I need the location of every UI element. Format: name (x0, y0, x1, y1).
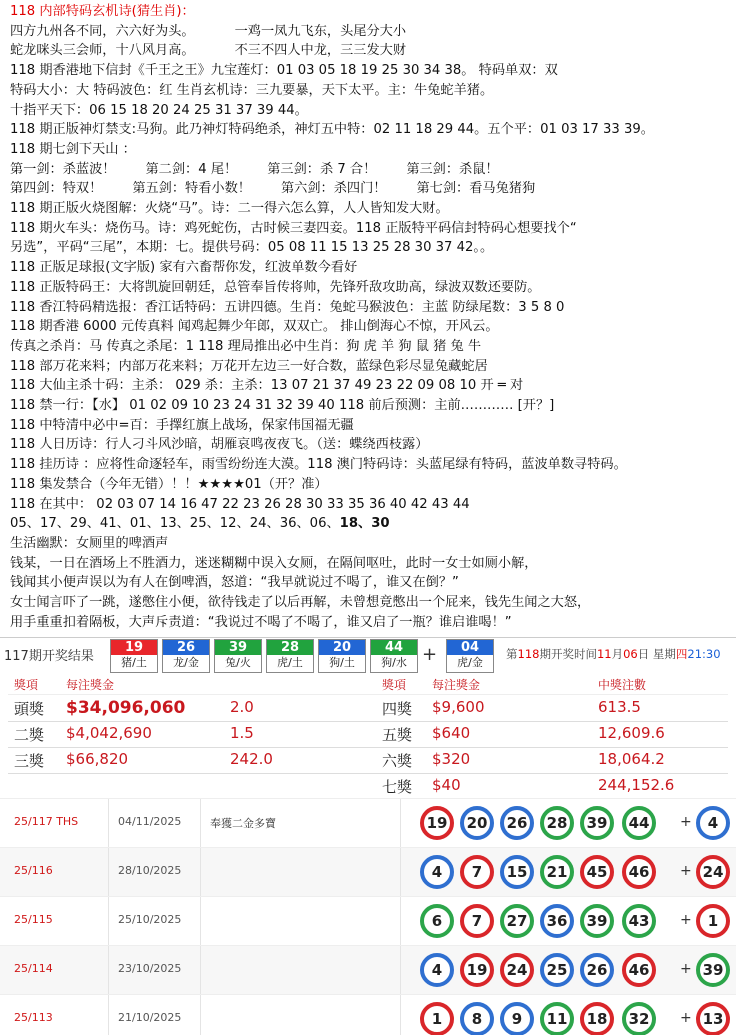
result-ball (214, 639, 262, 673)
prize-cell-a-count: 1.5 (230, 724, 254, 742)
text-segment: 118 人日历诗：行人刁斗风沙暗，胡雁哀鸣夜夜飞。（送：蝶绕西枝露） (10, 437, 429, 453)
number-ball: 24 (500, 953, 534, 987)
prize-row (8, 748, 728, 774)
prize-cell-b-count: 18,064.2 (598, 750, 665, 768)
history-row[interactable] (0, 945, 736, 995)
history-date: 25/10/2025 (118, 913, 182, 926)
text-line (10, 337, 730, 357)
history-period: 25/115 (14, 913, 53, 926)
prize-row (8, 696, 728, 722)
text-line (10, 22, 730, 42)
draw-result-bar (0, 637, 736, 674)
plus-sign: + (680, 863, 692, 879)
result-ball-zodiac: 虎/土 (277, 656, 303, 669)
history-period: 25/114 (14, 962, 53, 975)
number-ball: 44 (622, 806, 656, 840)
text-segment: 钱某，一日在酒场上不胜酒力，迷迷糊糊中误入女厕，在隔间呕吐，此时一女士如厕小解， (10, 555, 538, 571)
text-segment: 第六剑：杀四门！ (281, 181, 387, 197)
special-number-ball: 1 (696, 904, 730, 938)
result-ball-number: 20 (319, 640, 365, 655)
plus-sign: + (680, 1010, 692, 1026)
prize-cell-b-name: 七獎 (382, 778, 413, 796)
text-segment: 第三剑：杀鼠！ (406, 161, 499, 177)
number-ball: 43 (622, 904, 656, 938)
special-number-ball: 4 (696, 806, 730, 840)
result-ball-number: 04 (447, 640, 493, 655)
number-ball: 1 (420, 1002, 454, 1035)
text-segment: 第一剑：杀蓝波！ (10, 161, 116, 177)
text-line (10, 2, 730, 22)
text-segment: 118 中特清中必中=百：手擇红旗上战场，保家伟国福无疆 (10, 417, 354, 433)
text-line (10, 81, 730, 101)
text-segment: 118 正版特码王：大将凯旋回朝廷，总管奉旨传将帅，先锋歼敌攻助高，绿波双数还要防。 (10, 279, 541, 295)
special-number-ball: 39 (696, 953, 730, 987)
next-draw-info: 第118期开奖时间11月06日 星期四21:30 (506, 647, 721, 661)
number-ball: 39 (580, 904, 614, 938)
text-segment: 118 期香港地下信封《千王之王》九宝莲灯：01 03 05 18 19 25 30 34 38。 特码单双：双 (10, 63, 558, 79)
text-line (10, 554, 730, 574)
number-ball: 11 (540, 1002, 574, 1035)
prize-table-header: 獎項 每注獎金 獎項 每注獎金 中獎注數 (8, 674, 728, 695)
number-ball: 20 (460, 806, 494, 840)
prize-cell-a-count: 2.0 (230, 698, 254, 716)
prize-row (8, 722, 728, 748)
text-segment: 118 内部特码玄机诗(猜生肖)： (10, 4, 195, 19)
result-ball (446, 639, 494, 673)
result-ball-zodiac: 狗/土 (329, 656, 355, 669)
number-ball: 28 (540, 806, 574, 840)
text-line (10, 160, 730, 180)
number-ball: 7 (460, 855, 494, 889)
column-divider (200, 848, 201, 897)
prize-cell-a-money: $34,096,060 (66, 698, 186, 718)
text-segment: 118 部万花来料；内部万花来料；万花开左边三一好合数，蓝绿色彩尽显兔藏蛇居 (10, 358, 488, 374)
column-divider (108, 897, 109, 946)
prize-row (8, 774, 728, 798)
prize-cell-b-count: 613.5 (598, 698, 641, 716)
special-number-ball: 13 (696, 1002, 730, 1035)
text-line (10, 514, 730, 534)
text-segment: 传真之杀肖：马 传真之杀尾：1 118 理局推出必中生肖：狗 虎 羊 狗 鼠 猪 兔 牛 (10, 338, 482, 354)
number-ball: 25 (540, 953, 574, 987)
column-divider (200, 799, 201, 848)
plus-sign: + (680, 961, 692, 977)
prize-cell-a-name: 二獎 (14, 726, 45, 744)
text-segment: 特码大小：大 特码波色：红 生肖玄机诗：三九要暴，天下太平。主：牛兔蛇羊猪。 (10, 82, 494, 98)
text-line (10, 593, 730, 613)
number-ball: 8 (460, 1002, 494, 1035)
text-line (10, 376, 730, 396)
text-line (10, 179, 730, 199)
column-divider (200, 897, 201, 946)
text-line (10, 258, 730, 278)
number-ball: 9 (500, 1002, 534, 1035)
result-ball-zodiac: 龙/金 (173, 656, 199, 669)
column-divider (108, 995, 109, 1035)
text-line (10, 120, 730, 140)
text-line (10, 278, 730, 298)
text-line (10, 140, 730, 160)
text-line (10, 317, 730, 337)
column-divider (200, 946, 201, 995)
prize-cell-b-money: $9,600 (432, 698, 485, 716)
text-segment: 钱闻其小便声误以为有人在倒啤酒，怒道：“我早就说过不喝了，谁又在倒？” (10, 575, 459, 591)
result-ball-number: 44 (371, 640, 417, 655)
draw-result-label: 117期开奖结果 (4, 649, 94, 664)
text-line (10, 416, 730, 436)
prize-cell-b-name: 四獎 (382, 700, 413, 718)
number-ball: 46 (622, 855, 656, 889)
prize-cell-a-count: 242.0 (230, 750, 273, 768)
prize-cell-a-name: 頭獎 (14, 700, 45, 718)
prize-cell-b-money: $320 (432, 750, 471, 768)
history-row[interactable] (0, 798, 736, 848)
history-date: 28/10/2025 (118, 864, 182, 877)
text-segment: 118 在其中： 02 03 07 14 16 47 22 23 26 28 30 33 35 36 40 42 43 44 (10, 496, 470, 512)
text-line (10, 199, 730, 219)
prize-cell-b-money: $40 (432, 776, 461, 794)
plus-sign: + (680, 814, 692, 830)
number-ball: 18 (580, 1002, 614, 1035)
column-divider (108, 848, 109, 897)
text-segment: 118 期七剑下天山 ： (10, 141, 136, 157)
number-ball: 6 (420, 904, 454, 938)
result-ball-number: 28 (267, 640, 313, 655)
column-divider (200, 995, 201, 1035)
draw-history-list (0, 798, 736, 1035)
history-period: 25/117 THS (14, 815, 79, 828)
text-segment: 118 大仙主杀十码：主杀： 029 杀：主杀：13 07 21 37 49 23 22 09 08 10 开 ═ 对 (10, 378, 524, 394)
column-divider (400, 799, 401, 848)
column-divider (400, 995, 401, 1035)
text-line (10, 101, 730, 121)
result-ball (266, 639, 314, 673)
text-segment: 118 期正版神灯禁支:马狗。此乃神灯特码绝杀，神灯五中特：02 11 18 29 44。五个平：01 03 17 33 39。 (10, 122, 654, 138)
number-ball: 15 (500, 855, 534, 889)
history-date: 21/10/2025 (118, 1011, 182, 1024)
text-segment: 118 期正版火烧图解：火烧“马”。诗：二一得六怎么算，人人皆知发大财。 (10, 201, 449, 217)
text-line (10, 455, 730, 475)
text-segment: 118 期火车头：烧伤马。诗：鸡死蛇伤，古时候三妻四妾。118 正版特平码信封特码心想要找个“ (10, 220, 577, 236)
number-ball: 32 (622, 1002, 656, 1035)
number-ball: 36 (540, 904, 574, 938)
history-period: 25/116 (14, 864, 53, 877)
prize-cell-b-count: 244,152.6 (598, 776, 675, 794)
result-ball (318, 639, 366, 673)
text-line (10, 357, 730, 377)
text-segment: 不三不四人中龙，三三发大财 (234, 43, 407, 59)
result-ball-zodiac: 猪/土 (121, 656, 147, 669)
text-segment: 118 集发禁合（今年无错）！！★★★★01（开？准） (10, 476, 328, 492)
text-segment: 十指平天下：06 15 18 20 24 25 31 37 39 44。 (10, 102, 308, 118)
number-ball: 46 (622, 953, 656, 987)
result-ball-zodiac: 狗/水 (381, 656, 407, 669)
history-game: 奉獲二金多寶 (210, 817, 276, 830)
number-ball: 19 (420, 806, 454, 840)
text-line (10, 61, 730, 81)
result-ball-zodiac: 兔/火 (225, 656, 251, 669)
result-ball-number: 19 (111, 640, 157, 655)
result-ball (162, 639, 210, 673)
history-date: 23/10/2025 (118, 962, 182, 975)
result-ball-number: 26 (163, 640, 209, 655)
number-ball: 39 (580, 806, 614, 840)
text-line (10, 475, 730, 495)
history-row[interactable] (0, 896, 736, 946)
prize-cell-a-name: 三獎 (14, 752, 45, 770)
number-ball: 26 (500, 806, 534, 840)
number-ball: 4 (420, 953, 454, 987)
special-number-ball: 24 (696, 855, 730, 889)
text-segment: 第七剑：看马兔猪狗 (416, 181, 536, 197)
text-segment: 第四剑：特双！ (10, 181, 103, 197)
number-ball: 45 (580, 855, 614, 889)
column-divider (108, 946, 109, 995)
text-segment: 第五剑：特看小数！ (132, 181, 251, 197)
prize-cell-b-name: 六獎 (382, 752, 413, 770)
number-ball: 4 (420, 855, 454, 889)
result-ball (370, 639, 418, 673)
number-ball: 7 (460, 904, 494, 938)
text-line (10, 238, 730, 258)
prize-cell-b-count: 12,609.6 (598, 724, 665, 742)
history-period: 25/113 (14, 1011, 53, 1024)
prize-cell-a-money: $4,042,690 (66, 724, 152, 742)
text-segment: 另选”，平码“三尾”，本期：七。提供号码：05 08 11 15 13 25 28 30 37 42。。 (10, 240, 494, 256)
result-ball-zodiac: 虎/金 (457, 656, 483, 669)
column-divider (400, 848, 401, 897)
text-line (10, 219, 730, 239)
result-ball-number: 39 (215, 640, 261, 655)
history-row[interactable] (0, 994, 736, 1035)
history-date: 04/11/2025 (118, 815, 182, 828)
text-segment: 118 期香港 6000 元传真料 闻鸡起舞少年郎，双双亡。 排山倒海心不惊，开风云。 (10, 319, 499, 335)
number-ball: 19 (460, 953, 494, 987)
text-segment: 118 禁一行：【水】 01 02 09 10 23 24 31 32 39 40 118 前后预测：主前………… [开？] (10, 398, 555, 414)
text-segment: 四方九州各不同，六六好为头。 (10, 23, 195, 39)
text-segment: 118 挂历诗 ：应将性命逐轻车，雨雪纷纷连大漠。118 澳门特码诗：头蓝尾绿有特码，蓝波单数寻特码。 (10, 457, 627, 473)
text-segment: 118 香江特码精选报：香江话特码：五讲四德。生肖：兔蛇马猴波色：主蓝 防绿尾数：3 5 8 0 (10, 299, 565, 315)
prize-cell-b-money: $640 (432, 724, 471, 742)
number-ball: 26 (580, 953, 614, 987)
prize-table (0, 674, 736, 798)
text-segment: 女士闻言吓了一跳，遂憋住小便，欲待钱走了以后再解，未曾想竟憋出一个屁来，钱先生闻之大怒， (10, 595, 591, 611)
text-segment: 118 正版足球报(文字版) 家有六畜帮你发，红波单数今看好 (10, 260, 358, 276)
text-segment: 18、30 (339, 516, 390, 532)
result-ball (110, 639, 158, 673)
prize-cell-a-money: $66,820 (66, 750, 129, 768)
text-segment: 05、17、29、41、01、13、25、12、24、36、06、 (10, 516, 340, 532)
text-segment: 第三剑：杀 7 合！ (267, 161, 377, 177)
text-line (10, 534, 730, 554)
text-segment: 用手重重扣着隔板，大声斥责道：“我说过不喝了不喝了，谁又启了一瓶？谁启谁喝！” (10, 614, 512, 630)
text-line (10, 396, 730, 416)
text-segment: 第二剑：4 尾！ (145, 161, 238, 177)
plus-sign: + (422, 644, 438, 665)
prize-cell-b-name: 五獎 (382, 726, 413, 744)
text-line (10, 435, 730, 455)
text-segment: 生活幽默：女厕里的啤酒声 (10, 535, 169, 551)
column-divider (400, 897, 401, 946)
column-divider (400, 946, 401, 995)
text-line (10, 495, 730, 515)
history-row[interactable] (0, 847, 736, 897)
text-line (10, 613, 730, 633)
text-segment: 蛇龙咪头三会师，十八风月高。 (10, 43, 195, 59)
number-ball: 27 (500, 904, 534, 938)
text-line (10, 573, 730, 593)
text-line (10, 41, 730, 61)
text-line (10, 298, 730, 318)
text-segment: 一鸡一凤九飞东，头尾分大小 (234, 23, 407, 39)
plus-sign: + (680, 912, 692, 928)
column-divider (108, 799, 109, 848)
number-ball: 21 (540, 855, 574, 889)
